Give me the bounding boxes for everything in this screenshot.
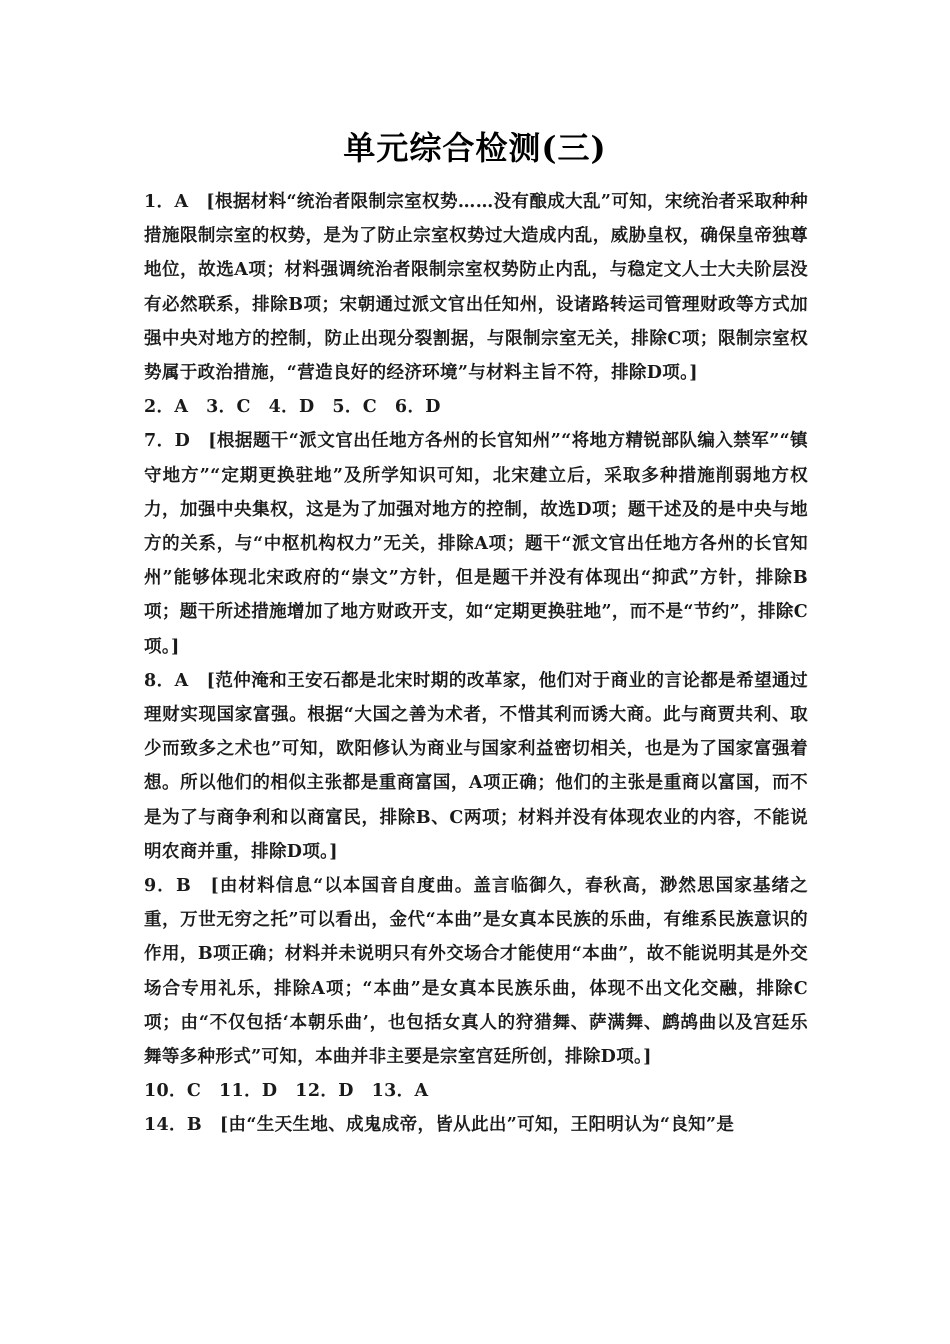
answer-paragraph-8: 8．A [范仲淹和王安石都是北宋时期的改革家，他们对于商业的言论都是希望通过理财实现国家富强。根据“大国之善为术者，不惜其利而诱大商。此与商贾共利、取少而致多之术也”可知，欧阳修认为商业与国家利益密切相关，也是为了国家富强着想。所以他们的相似主张都是重商富国，A项正确；他们的主张是重商以富国，而不是为了与商争利和以商富民，排除B、C两项；材料并没有体现农业的内容，不能说明农商并重，排除D项。] [144, 670, 808, 862]
answer-paragraph-14: 14．B [由“生天生地、成鬼成帝，皆从此出”可知，王阳明认为“良知”是 [144, 1115, 735, 1136]
answer-line-10-13: 10．C 11．D 12．D 13．A [144, 1081, 429, 1102]
answer-paragraph-9: 9．B [由材料信息“以本国音自度曲。盖言临御久，春秋高，渺然思国家基绪之重，万世无穷之托”可以看出，金代“本曲”是女真本民族的乐曲，有维系民族意识的作用，B项正确；材料并未说明只有外交场合才能使用“本曲”，故不能说明其是外交场合专用礼乐，排除A项；“本曲”是女真本民族乐曲，体现不出文化交融，排除C项；由“不仅包括‘本朝乐曲’，也包括女真人的狩猎舞、萨满舞、鹧鸪曲以及宫廷乐舞等多种形式”可知，本曲并非主要是宗室宫廷所创，排除D项。] [144, 876, 808, 1068]
answer-content [144, 185, 808, 1143]
answer-paragraph-1: 1．A [根据材料“统治者限制宗室权势……没有酿成大乱”可知，宋统治者采取种种措施限制宗室的权势，是为了防止宗室权势过大造成内乱，威胁皇权，确保皇帝独尊地位，故选A项；材料强调统治者限制宗室权势防止内乱，与稳定文人士大夫阶层没有必然联系，排除B项；宋朝通过派文官出任知州，设诸路转运司管理财政等方式加强中央对地方的控制，防止出现分裂割据，与限制宗室无关，排除C项；限制宗室权势属于政治措施，“营造良好的经济环境”与材料主旨不符，排除D项。] [144, 192, 808, 384]
answer-line-2-6: 2．A 3．C 4．D 5．C 6．D [144, 397, 441, 418]
answer-paragraph-7: 7．D [根据题干“派文官出任地方各州的长官知州”“将地方精锐部队编入禁军”“镇守地方”“定期更换驻地”及所学知识可知，北宋建立后，采取多种措施削弱地方权力，加强中央集权，这是为了加强对地方的控制，故选D项；题干述及的是中央与地方的关系，与“中枢机构权力”无关，排除A项；题干“派文官出任地方各州的长官知州”能够体现北宋政府的“崇文”方针，但是题干并没有体现出“抑武”方针，排除B项；题干所述措施增加了地方财政开支，如“定期更换驻地”，而不是“节约”，排除C项。] [144, 431, 808, 657]
page-title: 单元综合检测(三) [343, 129, 607, 167]
